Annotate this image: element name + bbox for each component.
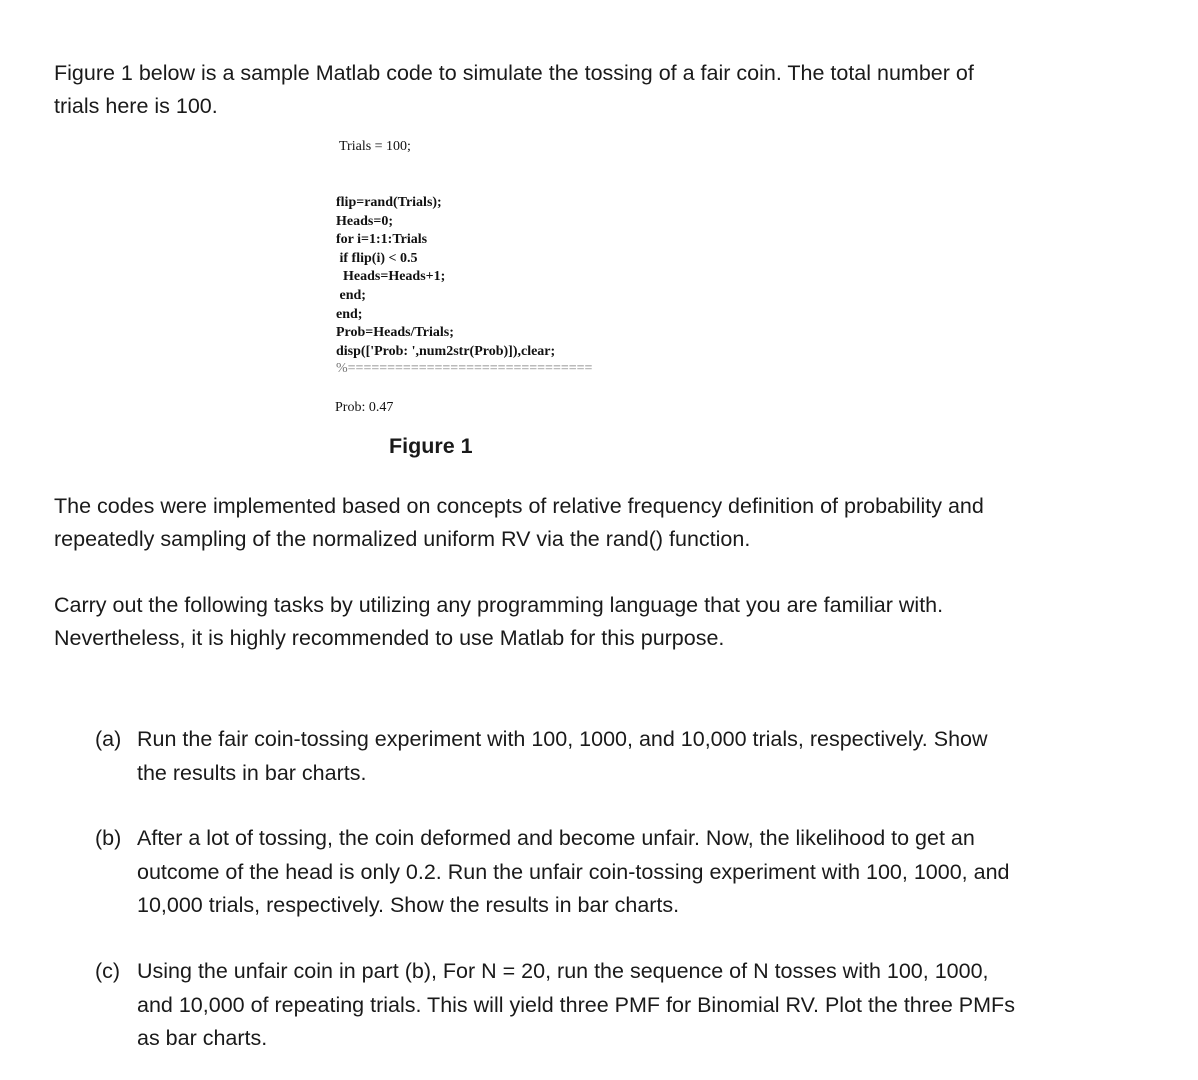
code-line: Heads=Heads+1; xyxy=(336,269,446,285)
task-b xyxy=(95,822,1155,923)
task-line: After a lot of tossing, the coin deformed and become unfair. Now, the likelihood to get an xyxy=(137,826,975,850)
code-line: end; xyxy=(336,306,363,322)
task-body xyxy=(137,955,1155,1056)
concepts-paragraph xyxy=(54,490,1154,556)
task-body xyxy=(137,723,1155,790)
task-line: the results in bar charts. xyxy=(137,760,367,785)
intro-paragraph xyxy=(54,57,1154,123)
code-block xyxy=(336,194,555,361)
task-letter: (c) xyxy=(95,959,121,983)
code-trials-line: Trials = 100; xyxy=(339,139,411,154)
task-a xyxy=(95,723,1155,790)
figure-caption: Figure 1 xyxy=(389,434,473,458)
tasks-intro-line-1: Carry out the following tasks by utilizing any programming language that you are familiar with. xyxy=(54,593,944,617)
code-output: Prob: 0.47 xyxy=(335,400,394,415)
concepts-line-1: The codes were implemented based on concepts of relative frequency definition of probability and xyxy=(54,494,984,518)
code-separator: %=============================== xyxy=(336,361,593,376)
code-line: if flip(i) < 0.5 xyxy=(336,250,418,266)
concepts-line-2: repeatedly sampling of the normalized uniform RV via the rand() function. xyxy=(54,527,751,551)
code-line: disp(['Prob: ',num2str(Prob)]),clear; xyxy=(336,343,556,359)
task-body xyxy=(137,822,1155,923)
intro-line-2: trials here is 100. xyxy=(54,94,218,118)
task-line: 10,000 trials, respectively. Show the results in bar charts. xyxy=(137,893,680,917)
task-line: Using the unfair coin in part (b), For N = 20, run the sequence of N tosses with 100, 1000, xyxy=(137,959,989,983)
code-line: Heads=0; xyxy=(336,213,393,229)
tasks-intro-paragraph xyxy=(54,589,1154,655)
code-line: end; xyxy=(336,287,366,303)
intro-line-1: Figure 1 below is a sample Matlab code to simulate the tossing of a fair coin. The total number of xyxy=(54,61,974,85)
code-line: Prob=Heads/Trials; xyxy=(336,325,454,341)
tasks-intro-line-2: Nevertheless, it is highly recommended to use Matlab for this purpose. xyxy=(54,626,725,650)
task-line: as bar charts. xyxy=(137,1026,268,1050)
code-line: flip=rand(Trials); xyxy=(336,195,442,210)
task-line: and 10,000 of repeating trials. This will yield three PMF for Binomial RV. Plot the three PMFs xyxy=(137,992,1015,1017)
task-c xyxy=(95,955,1155,1056)
code-line: for i=1:1:Trials xyxy=(336,232,428,248)
task-line: Run the fair coin-tossing experiment with 100, 1000, and 10,000 trials, respectively. Show xyxy=(137,727,988,751)
task-line: outcome of the head is only 0.2. Run the unfair coin-tossing experiment with 100, 1000, and xyxy=(137,859,1010,884)
task-letter: (a) xyxy=(95,727,122,751)
task-letter: (b) xyxy=(95,826,122,850)
